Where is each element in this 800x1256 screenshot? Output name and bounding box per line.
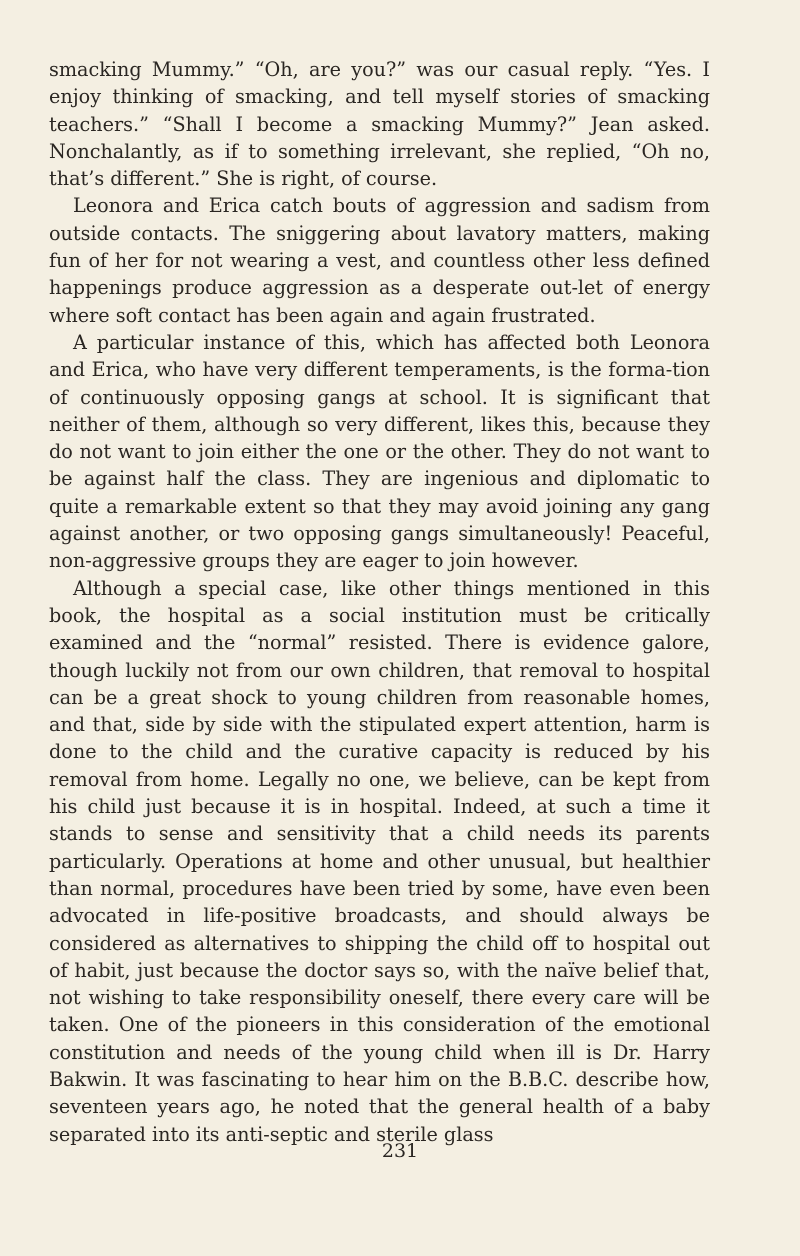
page-body	[49, 56, 710, 1148]
paragraph-1: smacking Mummy.” “Oh, are you?” was our casual reply. “Yes. I enjoy thinking of smacking, and tell myself stories of smacking teachers.” “Shall I become a smacking Mummy?” Jean asked. Nonchalantly, as if to something irrelevant, she replied, “Oh no, that’s different.” She is right, of course.	[49, 58, 710, 191]
paragraph-3: A particular instance of this, which has affected both Leonora and Erica, who have very different temperaments, is the forma-tion of continuously opposing gangs at school. It is significant that neither of them, although so very different, likes this, because they do not want to join either the one or the other. They do not want to be against half the class. They are ingenious and diplomatic to quite a remarkable extent so that they may avoid joining any gang against another, or two opposing gangs simultaneously! Peaceful, non-aggressive groups they are eager to join however.	[49, 330, 710, 573]
paragraph-2: Leonora and Erica catch bouts of aggression and sadism from outside contacts. The sniggering about lavatory matters, making fun of her for not wearing a vest, and countless other less defined happenings produce aggression as a desperate out-let of energy where soft contact has been again and again frustrated.	[49, 194, 710, 327]
paragraph-4: Although a special case, like other things mentioned in this book, the hospital as a social institution must be critically examined and the “normal” resisted. There is evidence galore, though luckily not from our own children, that removal to hospital can be a great shock to young children from reasonable homes, and that, side by side with the stipulated expert attention, harm is done to the child and the curative capacity is reduced by his removal from home. Legally no one, we believe, can be kept from his child just because it is in hospital. Indeed, at such a time it stands to sense and sensitivity that a child needs its parents particularly. Operations at home and other unusual, but healthier than normal, procedures have been tried by some, have even been advocated in life-positive broadcasts, and should always be considered as alternatives to shipping the child off to hospital out of habit, just because the doctor says so, with the naïve belief that, not wishing to take responsibility oneself, there every care will be taken. One of the pioneers in this consideration of the emotional constitution and needs of the young child when ill is Dr. Harry Bakwin. It was fascinating to hear him on the B.B.C. describe how, seventeen years ago, he noted that the general health of a baby separated into its anti-septic and sterile glass	[49, 576, 710, 1146]
page-number: 231	[381, 1140, 419, 1162]
